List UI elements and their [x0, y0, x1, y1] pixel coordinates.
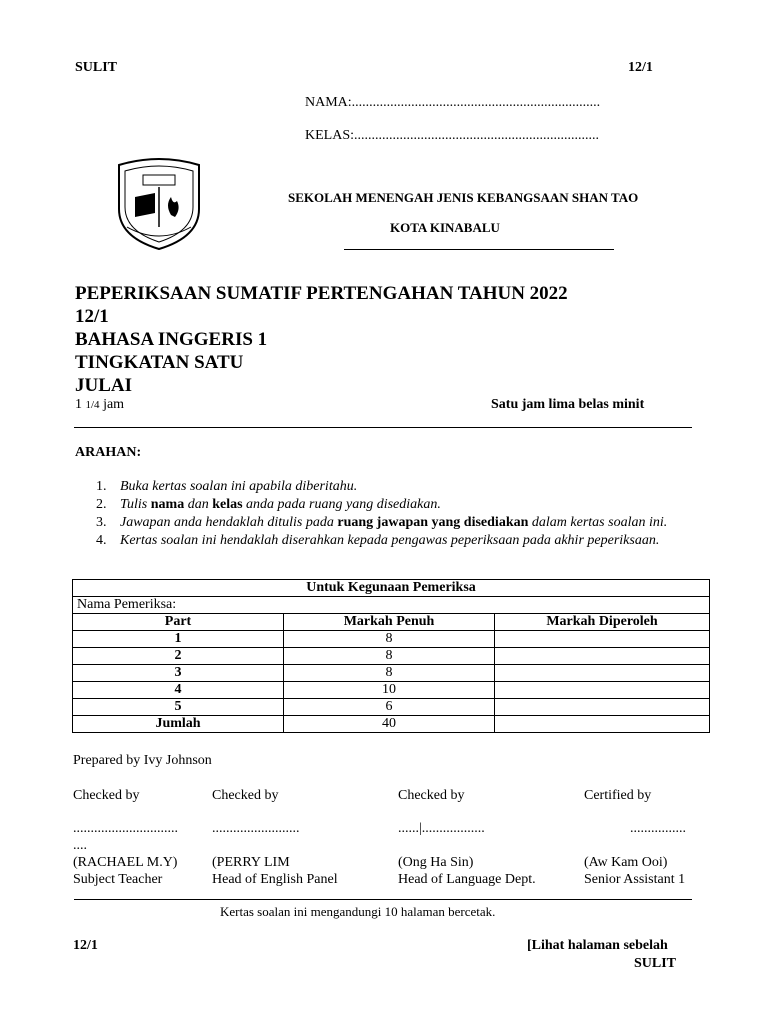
signatory-title: Subject Teacher [73, 872, 163, 887]
school-city: KOTA KINABALU [390, 220, 500, 235]
table-row: 2 8 [73, 648, 710, 665]
col-header-part: Part [73, 614, 284, 631]
table-row: 5 6 [73, 699, 710, 716]
signatory-title: Head of English Panel [212, 872, 338, 887]
marks-obtained-cell[interactable] [495, 631, 710, 648]
signatory-name: (Ong Ha Sin) [398, 855, 474, 870]
instruction-item: 3. Jawapan anda hendaklah ditulis pada ruang jawapan yang disediakan dalam kertas soalan ini. [96, 515, 668, 530]
exam-month: JULAI [75, 375, 133, 396]
class-field[interactable]: KELAS:...................................................................... [305, 128, 599, 143]
divider [74, 427, 692, 428]
signatory-name: (PERRY LIM [212, 855, 290, 870]
marks-table [72, 579, 710, 733]
signature-line: ......................... [212, 821, 300, 836]
divider [74, 899, 692, 900]
confidential-label: SULIT [75, 60, 118, 75]
signature-block: Checked by .............................. .... (RACHAEL M.Y) Subject Teacher [73, 788, 178, 887]
signature-block: Checked by ......|.................. (Ong Ha Sin) Head of Language Dept. [398, 788, 536, 887]
exam-code: 12/1 [75, 306, 109, 327]
school-crest-logo [109, 157, 209, 253]
paper-code-bottom: 12/1 [73, 938, 98, 953]
signatory-name: (Aw Kam Ooi) [584, 855, 668, 870]
turn-page-note: [Lihat halaman sebelah [527, 938, 668, 953]
page-count-note: Kertas soalan ini mengandungi 10 halaman bercetak. [220, 904, 496, 919]
signatory-title: Senior Assistant 1 [584, 872, 686, 887]
col-header-obtained: Markah Diperoleh [495, 614, 710, 631]
instruction-item: 1. Buka kertas soalan ini apabila diberitahu. [96, 479, 358, 494]
exam-title: PEPERIKSAAN SUMATIF PERTENGAHAN TAHUN 2022 [75, 283, 568, 304]
instruction-item: 2. Tulis nama dan kelas anda pada ruang yang disediakan. [96, 497, 441, 512]
marks-obtained-cell[interactable] [495, 682, 710, 699]
table-caption: Untuk Kegunaan Pemeriksa [73, 580, 710, 597]
paper-code-top: 12/1 [628, 60, 653, 75]
instruction-item: 4. Kertas soalan ini hendaklah diserahkan kepada pengawas peperiksaan pada akhir peperiksaan. [96, 533, 660, 548]
marks-obtained-cell[interactable] [495, 665, 710, 682]
marks-total-obtained-cell[interactable] [495, 716, 710, 733]
examiner-name-field[interactable]: Nama Pemeriksa: [73, 597, 710, 614]
col-header-full: Markah Penuh [284, 614, 495, 631]
signatory-name: (RACHAEL M.Y) [73, 855, 178, 870]
signature-line: .............................. [73, 821, 178, 836]
signature-block: Checked by ......................... (PERRY LIM Head of English Panel [212, 788, 338, 887]
exam-level: TINGKATAN SATU [75, 352, 244, 373]
exam-duration: 1 1/4 jam [75, 397, 125, 412]
table-row: 1 8 [73, 631, 710, 648]
signature-line: ......|.................. [398, 821, 485, 836]
marks-obtained-cell[interactable] [495, 648, 710, 665]
table-row: 3 8 [73, 665, 710, 682]
school-name: SEKOLAH MENENGAH JENIS KEBANGSAAN SHAN TAO [288, 190, 639, 205]
exam-duration-words: Satu jam lima belas minit [491, 397, 645, 412]
exam-subject: BAHASA INGGERIS 1 [75, 329, 268, 350]
confidential-label-bottom: SULIT [634, 956, 677, 971]
table-row: 4 10 [73, 682, 710, 699]
instructions-heading: ARAHAN: [75, 445, 142, 460]
total-row: Jumlah 40 [73, 716, 710, 733]
instructions-list [96, 478, 676, 550]
marks-obtained-cell[interactable] [495, 699, 710, 716]
signature-block: Certified by ................ (Aw Kam Ooi) Senior Assistant 1 [584, 788, 686, 887]
divider [344, 249, 614, 250]
signature-line: ................ [630, 821, 686, 836]
name-field[interactable]: NAMA:....................................................................... [305, 95, 601, 110]
signatory-title: Head of Language Dept. [398, 872, 536, 887]
prepared-by: Prepared by Ivy Johnson [73, 753, 212, 768]
